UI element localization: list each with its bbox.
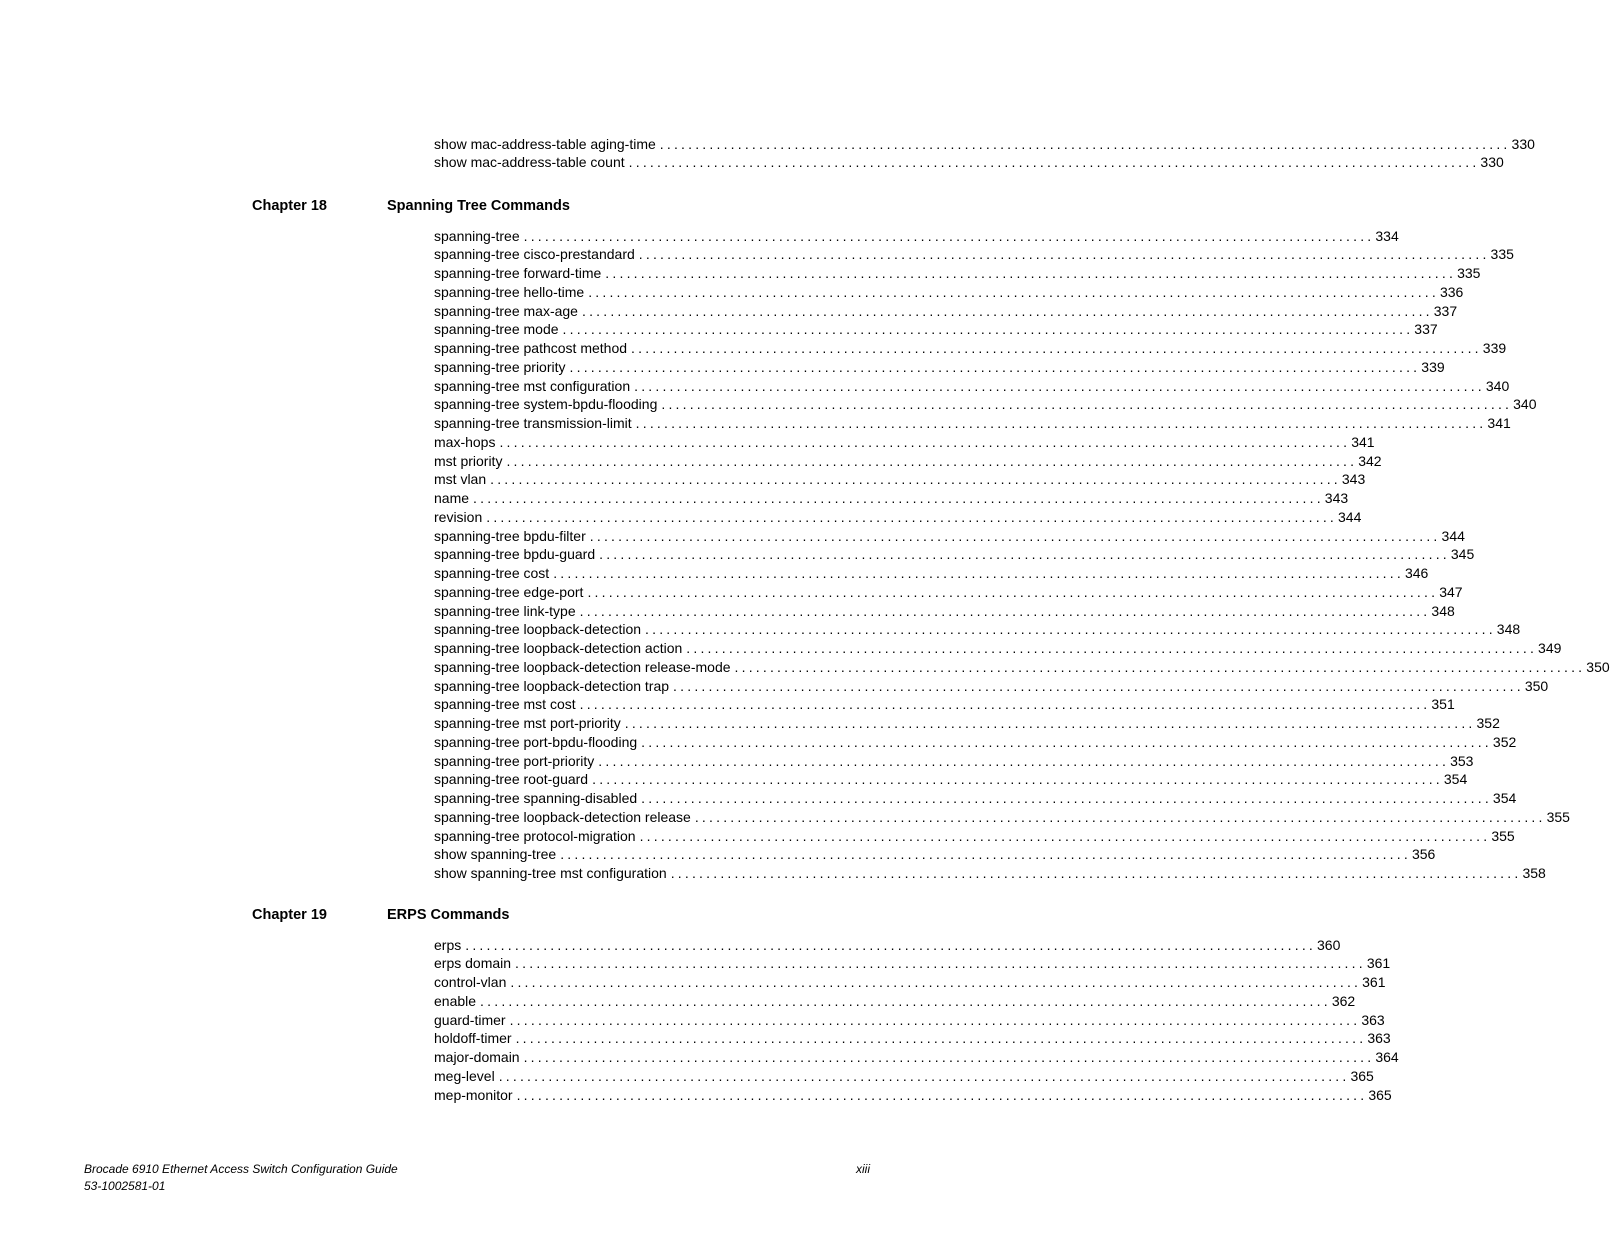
toc-entry[interactable] (434, 339, 1507, 358)
toc-entry-label: spanning-tree loopback-detection action (434, 640, 683, 656)
dot-leader: ........................................................................................................................ (510, 974, 1362, 990)
toc-entry[interactable] (434, 714, 1500, 733)
toc-entry[interactable] (434, 489, 1349, 508)
toc-entry-label: spanning-tree loopback-detection release (434, 808, 691, 825)
toc-entry[interactable] (434, 677, 1549, 696)
toc-entry-page-number: 339 (1482, 340, 1507, 356)
toc-entry-page-number: 344 (1338, 508, 1362, 525)
dot-leader: ........................................................................................................................ (579, 696, 1431, 713)
toc-entry-label: spanning-tree transmission-limit (434, 415, 632, 431)
toc-list-continued (434, 135, 1535, 173)
toc-entry-label: spanning-tree system-bpdu-flooding (434, 396, 658, 413)
toc-entry[interactable] (434, 508, 1362, 527)
toc-entry-page-number: 339 (1421, 358, 1445, 375)
toc-entry-label: spanning-tree loopback-detection release-mode (434, 658, 731, 675)
toc-entry-label: spanning-tree spanning-disabled (434, 790, 638, 806)
page-footer (84, 1161, 870, 1195)
toc-entry-label: spanning-tree forward-time (434, 265, 602, 281)
dot-leader: ........................................................................................................................ (569, 358, 1421, 375)
toc-entry-page-number: 343 (1324, 490, 1349, 506)
dot-leader: ........................................................................................................................ (641, 733, 1492, 750)
toc-entry[interactable] (434, 864, 1546, 883)
toc-entry[interactable] (434, 414, 1511, 433)
dot-leader: ........................................................................................................................ (634, 377, 1485, 394)
toc-entry[interactable] (434, 752, 1474, 771)
toc-entry-page-number: 349 (1538, 640, 1562, 656)
toc-entry-label: spanning-tree mst configuration (434, 377, 631, 394)
toc-entry-page-number: 347 (1439, 583, 1463, 600)
dot-leader: ........................................................................................................................ (661, 396, 1513, 413)
chapter-title: ERPS Commands (387, 907, 510, 923)
toc-entry[interactable] (434, 452, 1382, 471)
toc-entry-page-number: 352 (1492, 733, 1517, 750)
toc-entry-page-number: 364 (1375, 1049, 1399, 1065)
dot-leader: ........................................................................................................................ (523, 1049, 1375, 1065)
toc-entry-page-number: 356 (1411, 846, 1436, 863)
toc-entry-label: mst priority (434, 452, 503, 469)
toc-entry[interactable] (434, 227, 1399, 246)
dot-leader: ........................................................................................................................ (499, 433, 1351, 450)
dot-leader: ........................................................................................................................ (506, 452, 1358, 469)
toc-entry-label: spanning-tree protocol-migration (434, 827, 636, 844)
toc-entry[interactable] (434, 992, 1356, 1011)
toc-entry[interactable] (434, 264, 1481, 283)
toc-entry-page-number: 344 (1441, 527, 1465, 544)
toc-entry-page-number: 340 (1513, 396, 1537, 413)
dot-leader: ........................................................................................................................ (523, 227, 1375, 244)
toc-entry[interactable] (434, 770, 1468, 789)
toc-entry-label: name (434, 490, 470, 506)
toc-entry[interactable] (434, 583, 1463, 602)
toc-entry-page-number: 340 (1485, 377, 1510, 394)
toc-entry-label: spanning-tree link-type (434, 602, 576, 619)
toc-entry-label: erps (434, 936, 462, 953)
dot-leader: ........................................................................................................................ (589, 527, 1441, 544)
toc-entry-label: spanning-tree bpdu-filter (434, 527, 586, 544)
dot-leader: ........................................................................................................................ (659, 135, 1511, 152)
toc-entry-label: mep-monitor (434, 1086, 513, 1103)
toc-entry[interactable] (434, 545, 1475, 564)
toc-entry-label: spanning-tree loopback-detection trap (434, 677, 670, 694)
toc-entry-page-number: 348 (1431, 602, 1455, 619)
toc-entry[interactable] (434, 283, 1464, 302)
toc-entry[interactable] (434, 845, 1436, 864)
dot-leader: ........................................................................................................................ (579, 602, 1431, 619)
toc-entry[interactable] (434, 1067, 1374, 1086)
toc-entry-page-number: 346 (1404, 565, 1429, 581)
toc-entry-page-number: 334 (1375, 227, 1399, 244)
toc-entry-label: spanning-tree cisco-prestandard (434, 246, 635, 263)
toc-entry-label: spanning-tree port-priority (434, 752, 595, 769)
toc-entry-page-number: 353 (1450, 752, 1474, 769)
toc-entry-label: max-hops (434, 433, 496, 450)
toc-entry[interactable] (434, 808, 1570, 827)
toc-entry[interactable] (434, 973, 1386, 992)
toc-entry-page-number: 335 (1457, 265, 1481, 281)
dot-leader: ........................................................................................................................ (516, 1086, 1368, 1103)
dot-leader: ........................................................................................................................ (686, 640, 1538, 656)
toc-entry-page-number: 337 (1414, 321, 1438, 338)
toc-entry-page-number: 365 (1350, 1067, 1374, 1084)
toc-entry-label: show mac-address-table aging-time (434, 135, 656, 152)
toc-entry[interactable] (434, 135, 1535, 154)
dot-leader: ........................................................................................................................ (638, 246, 1490, 263)
toc-entry[interactable] (434, 1011, 1385, 1030)
toc-entry-label: spanning-tree port-bpdu-flooding (434, 733, 638, 750)
toc-entry[interactable] (434, 153, 1504, 172)
toc-entry-label: spanning-tree pathcost method (434, 340, 628, 356)
footer-page-number: xiii (856, 1162, 870, 1176)
dot-leader: ........................................................................................................................ (562, 321, 1414, 338)
toc-entry-page-number: 358 (1522, 865, 1546, 881)
toc-entry[interactable] (434, 789, 1517, 808)
toc-entry-page-number: 355 (1546, 808, 1570, 825)
chapter-number: Chapter 18 (252, 198, 327, 214)
toc-entry-label: spanning-tree mode (434, 321, 559, 338)
toc-entry[interactable] (434, 433, 1375, 452)
toc-entry-page-number: 336 (1439, 283, 1464, 300)
dot-leader: ........................................................................................................................ (553, 565, 1404, 581)
toc-entry-page-number: 341 (1351, 433, 1375, 450)
toc-entry-page-number: 362 (1331, 992, 1356, 1009)
toc-entry[interactable] (434, 1048, 1399, 1067)
dot-leader: ........................................................................................................................ (490, 471, 1341, 488)
toc-entry-label: show mac-address-table count (434, 154, 625, 171)
toc-list-chapter-18 (434, 227, 1610, 883)
footer-doc-title: Brocade 6910 Ethernet Access Switch Configuration Guide (84, 1162, 398, 1176)
dot-leader: ........................................................................................................................ (694, 808, 1546, 825)
dot-leader: ........................................................................................................................ (734, 658, 1586, 675)
toc-entry[interactable] (434, 320, 1438, 339)
toc-entry[interactable] (434, 245, 1514, 264)
toc-entry[interactable] (434, 695, 1455, 714)
toc-entry-label: spanning-tree loopback-detection (434, 621, 642, 638)
toc-entry-label: holdoff-timer (434, 1030, 512, 1047)
toc-entry-page-number: 352 (1476, 715, 1500, 731)
toc-entry[interactable] (434, 1029, 1391, 1048)
chapter-title: Spanning Tree Commands (387, 198, 570, 214)
dot-leader: ........................................................................................................................ (635, 415, 1487, 431)
toc-entry-page-number: 361 (1362, 974, 1386, 990)
toc-entry-label: spanning-tree edge-port (434, 583, 584, 600)
toc-entry-label: guard-timer (434, 1011, 506, 1028)
toc-entry-label: enable (434, 992, 477, 1009)
toc-entry-label: revision (434, 508, 483, 525)
dot-leader: ........................................................................................................................ (581, 302, 1433, 319)
toc-entry-label: spanning-tree root-guard (434, 771, 589, 788)
toc-entry-page-number: 341 (1487, 415, 1511, 431)
toc-entry[interactable] (434, 1086, 1392, 1105)
toc-entry-page-number: 350 (1586, 658, 1610, 675)
toc-entry-label: spanning-tree priority (434, 358, 566, 375)
dot-leader: ........................................................................................................................ (592, 771, 1443, 788)
dot-leader: ........................................................................................................................ (515, 955, 1366, 972)
dot-leader: ........................................................................................................................ (628, 154, 1480, 171)
toc-entry-page-number: 365 (1368, 1086, 1392, 1103)
toc-entry-label: show spanning-tree mst configuration (434, 865, 667, 881)
toc-entry-label: major-domain (434, 1049, 520, 1065)
dot-leader: ........................................................................................................................ (465, 936, 1316, 953)
toc-entry-page-number: 351 (1431, 696, 1455, 713)
toc-entry-page-number: 363 (1367, 1030, 1391, 1047)
dot-leader: ........................................................................................................................ (673, 677, 1524, 694)
toc-entry-label: erps domain (434, 955, 512, 972)
toc-entry[interactable] (434, 620, 1521, 639)
toc-entry-page-number: 354 (1443, 771, 1468, 788)
dot-leader: ........................................................................................................................ (587, 583, 1439, 600)
dot-leader: ........................................................................................................................ (670, 865, 1522, 881)
dot-leader: ........................................................................................................................ (509, 1011, 1361, 1028)
toc-entry[interactable] (434, 936, 1341, 955)
toc-entry[interactable] (434, 527, 1465, 546)
toc-entry-page-number: 330 (1480, 154, 1504, 171)
toc-entry-label: spanning-tree hello-time (434, 283, 585, 300)
toc-entry[interactable] (434, 827, 1515, 846)
toc-entry-page-number: 360 (1317, 936, 1341, 953)
dot-leader: ........................................................................................................................ (560, 846, 1411, 863)
toc-entry-label: spanning-tree mst cost (434, 696, 576, 713)
toc-entry-page-number: 361 (1366, 955, 1391, 972)
dot-leader: ........................................................................................................................ (599, 546, 1450, 563)
dot-leader: ........................................................................................................................ (631, 340, 1482, 356)
toc-entry-page-number: 342 (1358, 452, 1382, 469)
toc-entry-label: mst vlan (434, 471, 487, 488)
toc-entry-label: spanning-tree mst port-priority (434, 715, 621, 731)
dot-leader: ........................................................................................................................ (598, 752, 1450, 769)
footer-doc-number: 53-1002581-01 (84, 1179, 166, 1193)
dot-leader: ........................................................................................................................ (588, 283, 1439, 300)
toc-entry[interactable] (434, 395, 1537, 414)
toc-entry-page-number: 343 (1341, 471, 1366, 488)
dot-leader: ........................................................................................................................ (498, 1067, 1350, 1084)
toc-entry-page-number: 335 (1490, 246, 1514, 263)
toc-entry-label: spanning-tree max-age (434, 302, 578, 319)
dot-leader: ........................................................................................................................ (480, 992, 1331, 1009)
toc-entry[interactable] (434, 639, 1562, 658)
toc-entry[interactable] (434, 377, 1510, 396)
dot-leader: ........................................................................................................................ (486, 508, 1338, 525)
toc-entry-label: spanning-tree (434, 227, 520, 244)
dot-leader: ........................................................................................................................ (624, 715, 1476, 731)
toc-entry-page-number: 355 (1491, 827, 1515, 844)
toc-entry-page-number: 350 (1524, 677, 1549, 694)
toc-entry-page-number: 337 (1433, 302, 1458, 319)
toc-entry-label: meg-level (434, 1067, 495, 1084)
dot-leader: ........................................................................................................................ (515, 1030, 1367, 1047)
toc-entry[interactable] (434, 564, 1429, 583)
toc-entry[interactable] (434, 602, 1455, 621)
dot-leader: ........................................................................................................................ (605, 265, 1457, 281)
dot-leader: ........................................................................................................................ (639, 827, 1491, 844)
dot-leader: ........................................................................................................................ (473, 490, 1324, 506)
toc-list-chapter-19 (434, 936, 1399, 1105)
toc-entry-page-number: 330 (1511, 135, 1535, 152)
toc-entry-label: control-vlan (434, 974, 507, 990)
toc-entry-page-number: 345 (1450, 546, 1475, 563)
toc-entry-page-number: 354 (1492, 790, 1517, 806)
toc-entry-label: show spanning-tree (434, 846, 557, 863)
chapter-number: Chapter 19 (252, 907, 327, 923)
toc-entry[interactable] (434, 470, 1366, 489)
dot-leader: ........................................................................................................................ (641, 790, 1492, 806)
toc-entry-page-number: 348 (1496, 621, 1521, 638)
toc-entry[interactable] (434, 733, 1517, 752)
toc-entry[interactable] (434, 358, 1445, 377)
toc-entry[interactable] (434, 954, 1391, 973)
toc-entry[interactable] (434, 658, 1610, 677)
dot-leader: ........................................................................................................................ (645, 621, 1496, 638)
toc-entry-page-number: 363 (1361, 1011, 1385, 1028)
toc-entry[interactable] (434, 302, 1458, 321)
toc-entry-label: spanning-tree bpdu-guard (434, 546, 596, 563)
toc-entry-label: spanning-tree cost (434, 565, 550, 581)
